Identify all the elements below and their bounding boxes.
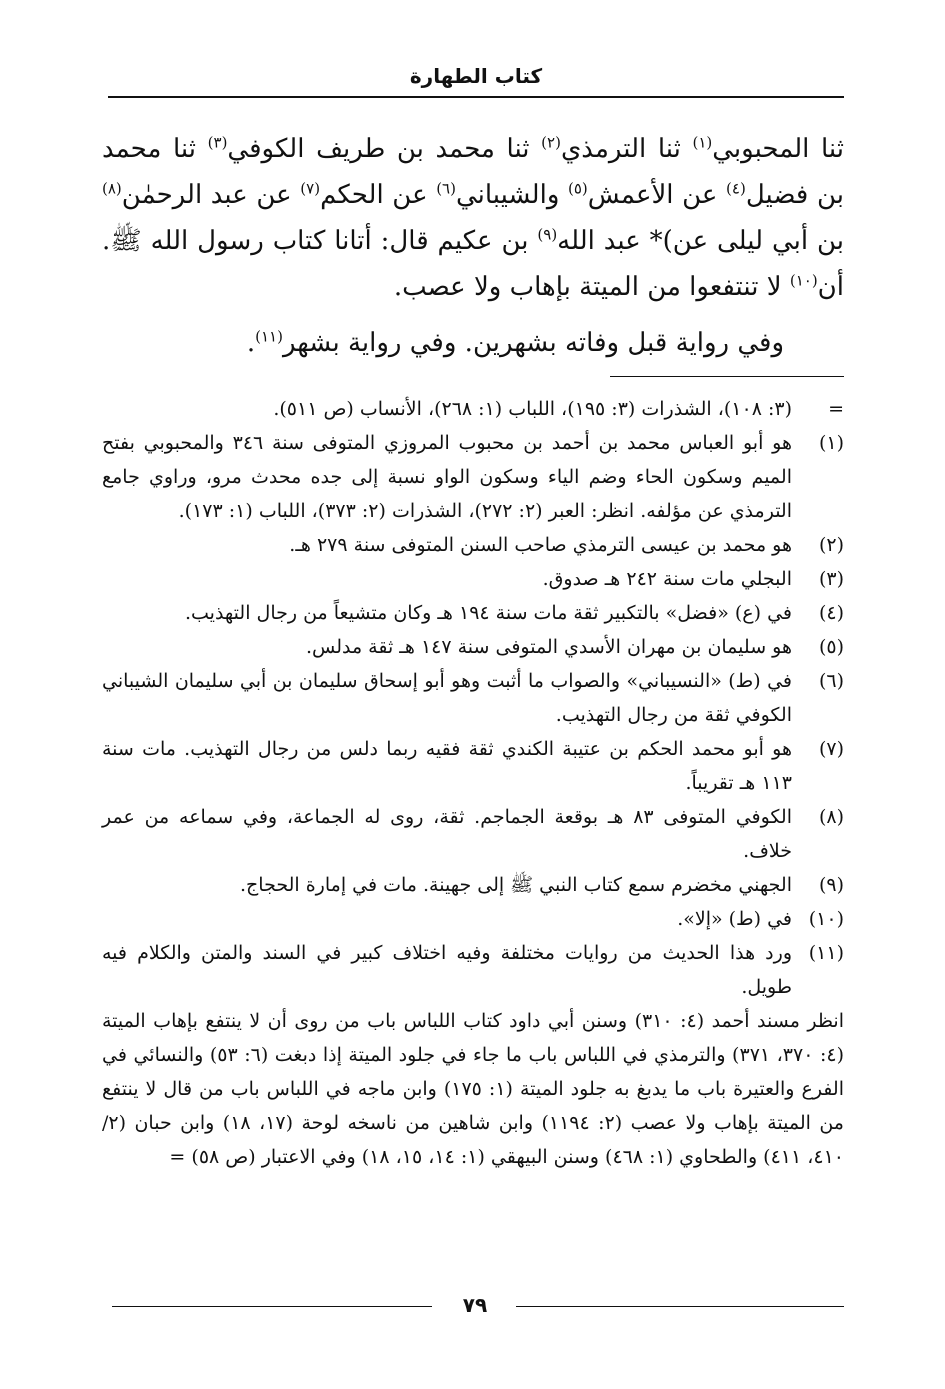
- text-seg: وفي رواية قبل وفاته بشهرين. وفي رواية بشهر: [282, 328, 784, 358]
- footnote-continued: [102, 392, 844, 426]
- footer-rule-left: [112, 1306, 432, 1307]
- footnote-text: هو أبو العباس محمد بن أحمد بن محبوب المروزي المتوفى سنة ٣٤٦ والمحبوبي بفتح الميم وسكون الحاء وضم الياء وسكون الواو نسبة إلى جده محدث مرو، وراوي جامع الترمذي عن مؤلفه. انظر: العبر (٢: ٢٧٢)، الشذرات (٢: ٣٧٣)، اللباب (١: ١٧٣).: [102, 432, 792, 522]
- footnote-ref: (٩): [537, 225, 558, 244]
- footnote-text: في (ط) «النسيباني» والصواب ما أثبت وهو أبو إسحاق سليمان بن أبي سليمان الشيباني الكوفي ثقة من رجال التهذيب.: [102, 670, 792, 726]
- footnote-text: الجهني مخضرم سمع كتاب النبي ﷺ إلى جهينة. مات في إمارة الحجاج.: [240, 874, 792, 896]
- footnote-ref: (١٠): [789, 271, 818, 290]
- text-seg: .: [246, 328, 256, 358]
- footnote-7: [102, 732, 844, 800]
- main-text: [102, 126, 844, 366]
- footnote-4: [102, 596, 844, 630]
- footnote-number: (٧): [818, 738, 844, 760]
- footnote-11: [102, 936, 844, 1004]
- footnote-number: (٦): [818, 670, 844, 692]
- footnote-number: (٩): [818, 874, 844, 896]
- footnote-9: [102, 868, 844, 902]
- footnote-number: (٤): [818, 602, 844, 624]
- footnote-1: [102, 426, 844, 528]
- footnote-text: هو أبو محمد الحكم بن عتيبة الكندي ثقة فقيه ربما دلس من رجال التهذيب. مات سنة ١١٣ هـ تقريباً.: [102, 738, 792, 794]
- footnote-separator: [610, 376, 844, 377]
- footnote-ref: (٨): [102, 179, 122, 198]
- footnote-3: [102, 562, 844, 596]
- text-seg: عن عبد الرحمٰن: [121, 180, 301, 210]
- text-seg: لا تنتفعوا من الميتة بإهاب ولا عصب.: [393, 272, 790, 302]
- text-seg: عن الحكم: [320, 180, 437, 210]
- footnote-number: (١١): [808, 942, 844, 964]
- footnote-11-continued: [102, 1004, 844, 1174]
- footnote-number: (١٠): [808, 908, 844, 930]
- footnote-ref: (٣): [207, 133, 228, 152]
- main-paragraph-2: [102, 320, 844, 366]
- footnote-text: هو سليمان بن مهران الأسدي المتوفى سنة ١٤٧ هـ ثقة مدلس.: [305, 636, 792, 658]
- text-seg: ثنا محمد بن فضيل: [102, 134, 844, 210]
- footnote-ref: (٦): [436, 179, 456, 198]
- header-title: كتاب الطهارة: [409, 64, 543, 88]
- footnote-text: [102, 1004, 844, 1174]
- footnote-ref: (١): [692, 133, 713, 152]
- footer-rule-right: [516, 1306, 844, 1307]
- footnote-10: [102, 902, 844, 936]
- page-number: ٧٩: [462, 1293, 488, 1317]
- page-footer: [102, 1290, 844, 1320]
- footnote-number: (٨): [818, 806, 844, 828]
- text-seg: ثنا المحبوبي: [712, 134, 845, 164]
- footnote-extra-text: انظر مسند أحمد (٤: ٣١٠) وسنن أبي داود كتاب اللباس باب من روى أن لا ينتفع بإهاب الميتة (٤: ٣٧٠، ٣٧١) والترمذي في اللباس باب ما جاء في جلود الميتة إذا دبغت (٦: ٥٣) والنسائي في الفرع والعتيرة باب ما يدبغ به جلود الميتة (١: ١٧٥) وابن ماجه في اللباس باب من قال لا ينتفع من الميتة بإهاب ولا عصب (٢: ١١٩٤) وابن شاهين من ناسخه لوحة (١٧، ١٨) وابن حبان (٢/ ٤١٠، ٤١١) والطحاوي (١: ٤٦٨) وسنن البيهقي (١: ١٤، ١٥، ١٨) وفي الاعتبار (ص ٥٨): [102, 1010, 844, 1168]
- footnote-8: [102, 800, 844, 868]
- footnote-text: في (ع) «فضل» بالتكبير ثقة مات سنة ١٩٤ هـ وكان متشيعاً من رجال التهذيب.: [184, 602, 792, 624]
- footnote-text: هو محمد بن عيسى الترمذي صاحب السنن المتوفى سنة ٢٧٩ هـ.: [289, 534, 792, 556]
- running-header: [108, 58, 844, 98]
- text-seg: بن أبي ليلى عن)* عبد الله: [557, 226, 844, 256]
- text-seg: ثنا محمد بن طريف الكوفي: [227, 134, 542, 164]
- footnote-text: ورد هذا الحديث من روايات مختلفة وفيه اختلاف كبير في السند والمتن والكلام فيه طويل.: [102, 942, 792, 998]
- footnote-ref: (٢): [541, 133, 561, 152]
- footnote-text: في (ط) «إلا».: [677, 908, 792, 930]
- footnote-ref: (٤): [726, 179, 746, 198]
- footnote-number: (٥): [818, 636, 844, 658]
- footnote-ref: (١١): [255, 327, 283, 346]
- footnote-text: الكوفي المتوفى ٨٣ هـ بوقعة الجماجم. ثقة، روى له الجماعة، وفي سماعه من عمر خلاف.: [102, 806, 792, 862]
- footnotes: [102, 392, 844, 1174]
- text-seg: والشيباني: [455, 180, 568, 210]
- continuation-mark: =: [169, 1146, 186, 1168]
- text-seg: عن الأعمش: [587, 180, 727, 210]
- main-paragraph-1: [102, 126, 844, 310]
- footnote-number: =: [828, 398, 844, 420]
- footnote-ref: (٧): [300, 179, 321, 198]
- footnote-5: [102, 630, 844, 664]
- footnote-number: (٢): [818, 534, 844, 556]
- text-seg: بن عكيم قال: أتانا كتاب رسول الله ﷺ. أن: [102, 226, 844, 302]
- footnote-number: (١): [818, 432, 844, 454]
- text-seg: ثنا الترمذي: [560, 134, 693, 164]
- footnote-text: البجلي مات سنة ٢٤٢ هـ صدوق.: [542, 568, 792, 590]
- footnote-2: [102, 528, 844, 562]
- footnote-number: (٣): [818, 568, 844, 590]
- footnote-6: [102, 664, 844, 732]
- footnote-text: (٣: ١٠٨)، الشذرات (٣: ١٩٥)، اللباب (١: ٢٦٨)، الأنساب (ص ٥١١).: [273, 398, 792, 420]
- footnote-ref: (٥): [568, 179, 588, 198]
